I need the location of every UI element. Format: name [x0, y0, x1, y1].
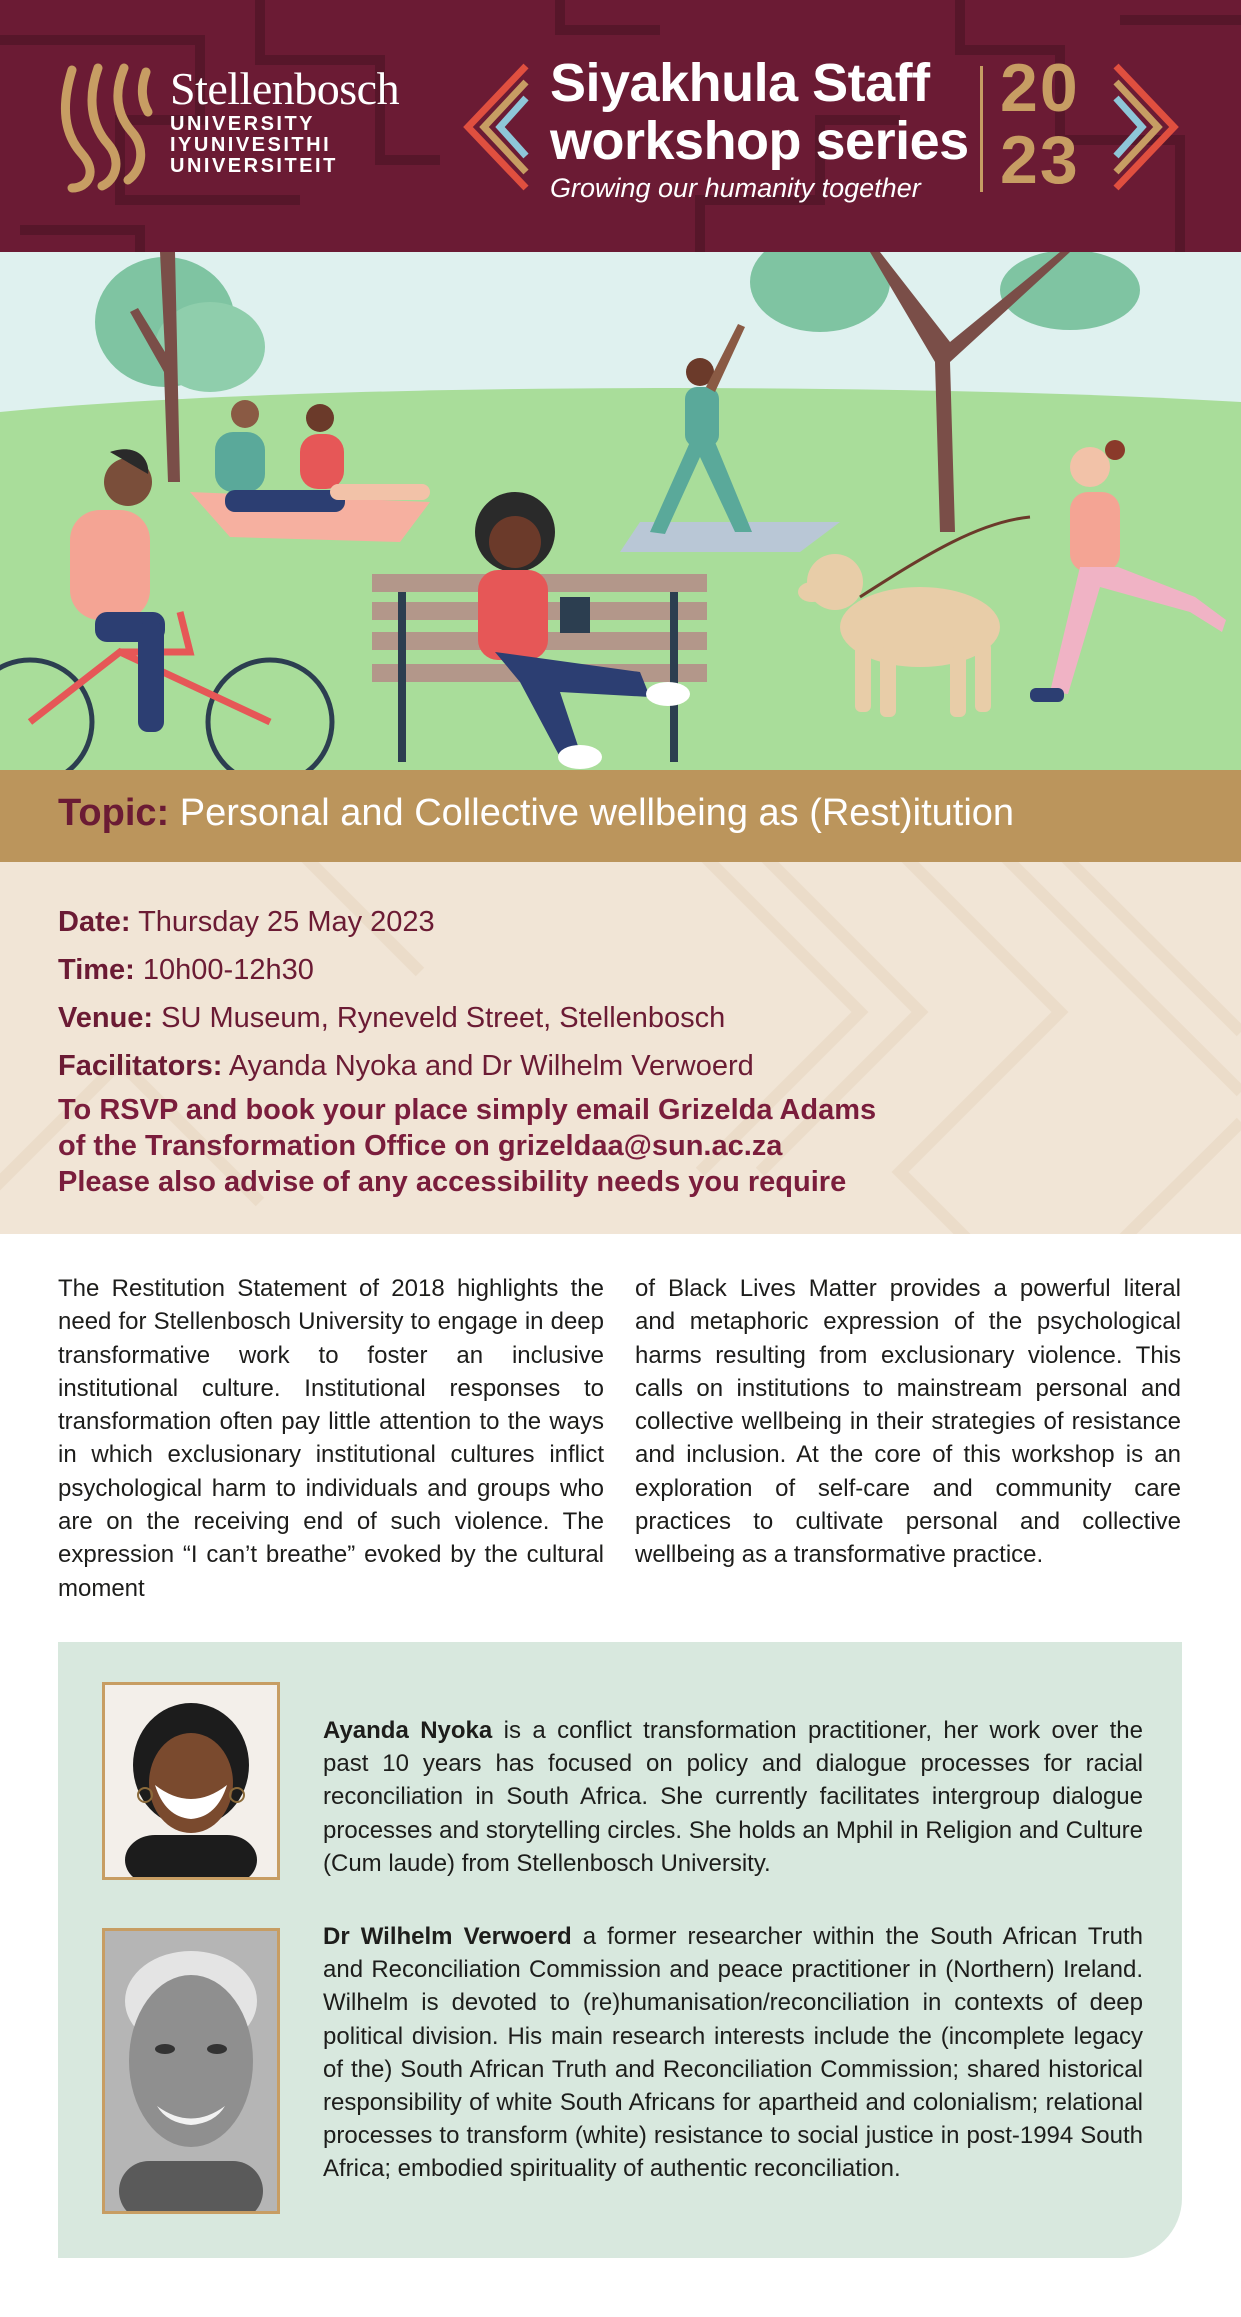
time-value: 10h00-12h30 [142, 954, 314, 986]
facilitators-panel [58, 1642, 1182, 2258]
time-label: Time: [58, 954, 135, 986]
series-title-line-1: Siyakhula Staff [550, 53, 930, 113]
facilitators-label: Facilitators: [58, 1050, 223, 1082]
rsvp-notice [58, 1092, 876, 1200]
ayanda-nyoka-bio [323, 1714, 1143, 1880]
topic-bar [0, 770, 1241, 862]
wilhelm-verwoerd-bio [323, 1920, 1143, 2186]
body-column-2: of Black Lives Matter provides a powerful literal and metaphoric expression of the psychological harms resulting from exclusionary violence. This calls on institutions to mainstream personal and collective wellbeing in their strategies of resistance and inclusion. At the core of this workshop is an exploration of self-care and community care practices to cultivate personal and collective wellbeing as a transformative practice. [635, 1275, 1181, 1569]
university-line-1: UNIVERSITY [170, 113, 316, 135]
portrait-woman-icon [105, 1685, 277, 1877]
topic-title: Personal and Collective wellbeing as (Rest)itution [179, 792, 1015, 834]
date-value: Thursday 25 May 2023 [138, 906, 435, 938]
ayanda-nyoka-name: Ayanda Nyoka [323, 1717, 493, 1744]
event-details [0, 862, 1241, 1234]
venue-label: Venue: [58, 1002, 154, 1034]
date-row [58, 906, 435, 939]
park-illustration [0, 252, 1241, 770]
ayanda-nyoka-photo [102, 1682, 280, 1880]
university-wordmark [170, 64, 399, 177]
body-column-1: The Restitution Statement of 2018 highlights the need for Stellenbosch University to engage in deep transformative work to foster an inclusive institutional culture. Institutional responses to transformation often pay little attention to the ways in which exclusionary institutional cultures inflict psychological harm to individuals and groups who are on the receiving end of such violence. The expression “I can’t breathe” evoked by the cultural moment [58, 1275, 604, 1602]
venue-row [58, 1002, 725, 1035]
chevron-left-decoration-icon [460, 62, 530, 192]
facilitators-value: Ayanda Nyoka and Dr Wilhelm Verwoerd [228, 1050, 754, 1082]
series-title-line-2: workshop series [550, 111, 969, 171]
date-label: Date: [58, 906, 131, 938]
wilhelm-verwoerd-name: Dr Wilhelm Verwoerd [323, 1923, 572, 1950]
title-divider [980, 66, 983, 192]
year-bottom: 23 [1000, 122, 1080, 198]
rsvp-line-2[interactable]: of the Transformation Office on grizeldaa@sun.ac.za [58, 1130, 783, 1162]
facilitators-row [58, 1050, 754, 1083]
university-name: Stellenbosch [170, 63, 400, 114]
rsvp-line-1: To RSVP and book your place simply email Grizelda Adams [58, 1094, 877, 1126]
series-title [550, 54, 969, 206]
year-badge [1000, 52, 1080, 196]
university-line-3: UNIVERSITEIT [170, 155, 338, 177]
university-line-2: IYUNIVESITHI [170, 134, 332, 156]
wilhelm-verwoerd-photo [102, 1928, 280, 2214]
year-top: 20 [1000, 50, 1080, 126]
ayanda-nyoka-bio-text: is a conflict transformation practitioner, her work over the past 10 years has focused on policy and dialogue processes for racial reconciliation in South Africa. She currently facilitates intergroup dialogue processes and storytelling circles. She holds an Mphil in Religion and Culture (Cum laude) from Stellenbosch University. [323, 1717, 1143, 1877]
stellenbosch-logo-icon [58, 62, 153, 194]
chevron-right-decoration-icon [1112, 62, 1182, 192]
venue-value: SU Museum, Ryneveld Street, Stellenbosch [161, 1002, 726, 1034]
series-tagline: Growing our humanity together [550, 173, 921, 203]
header-banner [0, 0, 1241, 252]
topic-label: Topic: [58, 792, 170, 834]
topic-heading [58, 792, 1014, 835]
portrait-man-icon [105, 1931, 277, 2211]
rsvp-line-3: Please also advise of any accessibility needs you require [58, 1166, 847, 1198]
time-row [58, 954, 314, 987]
wilhelm-verwoerd-bio-text: a former researcher within the South African Truth and Reconciliation Commission and peace practitioner in (Northern) Ireland. Wilhelm is devoted to (re)humanisation/reconciliation in contexts of deep political division. His main research interests include the (incomplete legacy of the) South African Truth and Reconciliation Commission; shared historical responsibility of white South Africans for apartheid and colonialism; relational processes to transform (white) resistance to social justice in post-1994 South Africa; embodied spirituality of authentic reconciliation. [323, 1923, 1144, 2183]
